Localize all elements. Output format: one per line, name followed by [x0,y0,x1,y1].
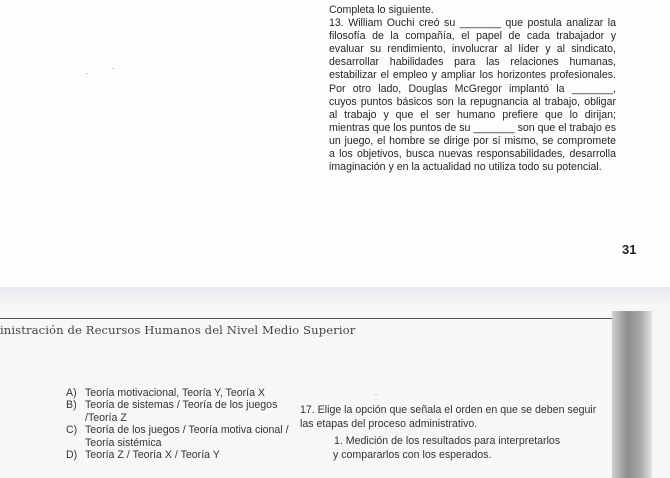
option-d [66,449,306,461]
option-text: Teoría de sistemas / Teoría de los juegos /Teoría Z [85,399,278,424]
option-letter: C) [66,424,78,437]
step-1-line-2: y compararlos con los esperados. [333,449,492,461]
question-17-block [300,403,610,462]
binding-shadow [612,311,652,478]
question-13-block [329,4,616,174]
instruction-title: Completa lo siguiente. [329,4,434,16]
page-gap [0,287,670,303]
option-text: Teoría motivacional, Teoría Y, Teoría X [85,387,266,399]
option-letter: D) [66,449,78,462]
answer-options [66,387,306,461]
step-1-line-1: 1. Medición de los resultados para interpretarlos [334,435,561,447]
header-rule [0,318,612,319]
page-number: 31 [622,242,637,257]
running-header: inistración de Recursos Humanos del Nivel Medio Superior [0,323,356,337]
question-17-prompt: 17. Elige la opción que señala el orden en que se deben seguir las etapas del proceso administrativo. [300,404,597,430]
option-b [66,399,306,424]
option-text: Teoría Z / Teoría X / Teoría Y [85,449,220,462]
option-letter: A) [66,387,77,399]
option-text: Teoría de los juegos / Teoría motiva cional / Teoría sistémica [85,424,289,449]
option-letter: B) [66,399,77,412]
scan-speck [86,73,88,74]
scan-speck [375,394,377,395]
option-c [66,424,306,449]
question-13-text: 13. William Ouchi creó su _______ que postula analizar la filosofía de la compañía, el papel de cada trabajador y evaluar su rendimiento, involucrar al líder y al sindicato, desarrollar habilidades para las relaciones humanas, estabilizar el empleo y ampliar los horizontes profesionales. Por otro lado, Douglas McGregor implantó la _______, cuyos puntos básicos son la repugnancia al trabajo, obligar al trabajo y que el ser humano prefiere que lo dirijan; mientras que los puntos de su _______ son que el trabajo es un juego, el hombre se dirige por sí mismo, se compromete a los objetivos, busca nuevas responsabilidades, desarrolla imaginación y en la actualidad no utiliza todo su potencial. [329,17,616,174]
option-a [66,387,306,399]
question-17-step-1 [334,434,610,462]
scan-speck [112,68,114,69]
